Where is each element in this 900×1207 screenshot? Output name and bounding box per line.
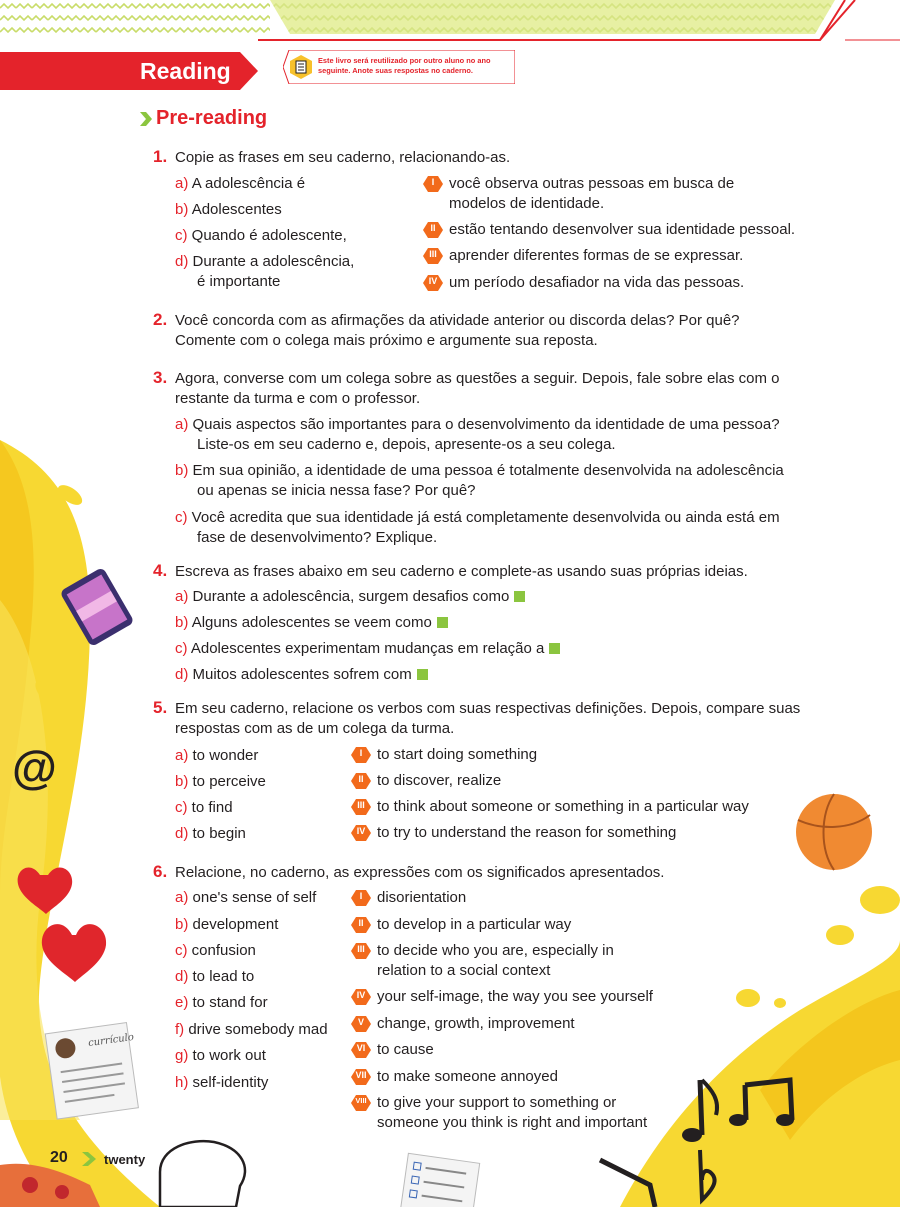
q1-item-c: c) Quando é adolescente, [175, 227, 347, 244]
q6-item-g: g) to work out [175, 1047, 266, 1064]
answer-placeholder-square [417, 669, 428, 680]
q6-option-badge: V [351, 1016, 371, 1032]
q6-item-c: c) confusion [175, 942, 256, 959]
q6-option-badge: VIII [351, 1095, 371, 1111]
question-3-line1: Agora, converse com um colega sobre as questões a seguir. Depois, fale sobre elas com o [175, 370, 780, 387]
q5-item-b: b) to perceive [175, 773, 266, 790]
question-5-line1: Em seu caderno, relacione os verbos com suas respectivas definições. Depois, compare suas [175, 700, 801, 717]
q5-option-badge: I [351, 747, 371, 763]
q1-option-i: você observa outras pessoas em busca de [449, 175, 735, 192]
question-4-text: Escreva as frases abaixo em seu caderno e complete-as usando suas próprias ideias. [175, 563, 748, 580]
q1-option-badge: II [423, 222, 443, 238]
q6-option-badge: III [351, 943, 371, 959]
question-number: 4. [153, 561, 168, 580]
q4-item-c: c) Adolescentes experimentam mudanças em relação a [175, 639, 560, 659]
q1-option-i-line2: modelos de identidade. [449, 195, 605, 212]
q1-item-b: b) Adolescentes [175, 201, 282, 218]
q1-option-iv: um período desafiador na vida das pessoas. [449, 274, 745, 291]
q6-item-b: b) development [175, 916, 279, 933]
q5-option-badge: III [351, 799, 371, 815]
q5-item-a: a) to wonder [175, 747, 259, 764]
at-symbol-icon: @ [12, 741, 57, 793]
question-5-line2: respostas com as de um colega da turma. [175, 720, 455, 737]
q6-option-iii: to decide who you are, especially in [377, 942, 614, 959]
q6-item-a: a) one's sense of self [175, 889, 317, 906]
q4-item-a: a) Durante a adolescência, surgem desafios como [175, 587, 525, 607]
question-3-line2: restante da turma e com o professor. [175, 390, 421, 407]
q5-option-i: to start doing something [377, 746, 538, 763]
q1-option-badge: IV [423, 275, 443, 291]
q6-item-f: f) drive somebody mad [175, 1021, 328, 1038]
q6-option-vii: to make someone annoyed [377, 1068, 558, 1085]
q6-option-badge: I [351, 890, 371, 906]
q3-item-a-line2: Liste-os em seu caderno e, depois, apresente-os a seu colega. [197, 436, 616, 453]
reading-tab-title: Reading [140, 58, 231, 84]
q1-item-a: a) A adolescência é [175, 175, 306, 192]
section-title: Pre-reading [156, 107, 268, 129]
q5-item-c: c) to find [175, 799, 233, 816]
q6-option-vi: to cause [377, 1041, 434, 1058]
answer-placeholder-square [514, 591, 525, 602]
q5-option-ii: to discover, realize [377, 772, 502, 789]
page-number-word: twenty [104, 1152, 146, 1167]
answer-placeholder-square [549, 643, 560, 654]
question-number: 3. [153, 368, 168, 387]
q6-option-i: disorientation [377, 889, 467, 906]
q6-item-d: d) to lead to [175, 968, 255, 985]
question-2-line1: Você concorda com as afirmações da atividade anterior ou discorda delas? Por quê? [175, 312, 740, 329]
question-2-line2: Comente com o colega mais próximo e argumente sua reposta. [175, 332, 598, 349]
q6-option-badge: VI [351, 1042, 371, 1058]
q6-option-badge: VII [351, 1069, 371, 1085]
question-number: 5. [153, 698, 168, 717]
footer-arrow-icon [82, 1152, 96, 1166]
answer-placeholder-square [437, 617, 448, 628]
question-number: 2. [153, 310, 168, 329]
q6-option-iv: your self-image, the way you see yourself [377, 988, 653, 1005]
q1-option-badge: I [423, 176, 443, 192]
q6-option-ii: to develop in a particular way [377, 916, 572, 933]
q3-item-c-line2: fase de desenvolvimento? Explique. [197, 529, 438, 546]
q1-item-d: d) Durante a adolescência, [175, 253, 355, 270]
q5-option-badge: II [351, 773, 371, 789]
page-number: 20 [50, 1149, 68, 1166]
q6-option-viii-line2: someone you think is right and important [377, 1114, 648, 1131]
curriculo-label: currículo [87, 1031, 135, 1050]
q4-item-b: b) Alguns adolescentes se veem como [175, 613, 448, 633]
q5-item-d: d) to begin [175, 825, 246, 842]
q3-item-a: a) Quais aspectos são importantes para o desenvolvimento da identidade de uma pessoa? [175, 416, 780, 433]
q1-option-badge: III [423, 248, 443, 264]
notebook-icon [288, 54, 314, 80]
question-1-text: Copie as frases em seu caderno, relacionando-as. [175, 149, 511, 166]
question-6-text: Relacione, no caderno, as expressões com os significados apresentados. [175, 864, 665, 881]
q3-item-b: b) Em sua opinião, a identidade de uma pessoa é totalmente desenvolvida na adolescência [175, 462, 784, 479]
q6-option-viii: to give your support to something or [377, 1094, 617, 1111]
q1-option-ii: estão tentando desenvolver sua identidade pessoal. [449, 221, 796, 238]
notice-text: Este livro será reutilizado por outro aluno no ano seguinte. Anote suas respostas no caderno. [318, 56, 491, 75]
q6-option-iii-line2: relation to a social context [377, 962, 551, 979]
q6-item-h: h) self-identity [175, 1074, 269, 1091]
section-arrow-icon [140, 112, 152, 126]
q1-option-iii: aprender diferentes formas de se expressar. [449, 247, 744, 264]
q1-item-d-line2: é importante [197, 273, 281, 290]
q4-item-d: d) Muitos adolescentes sofrem com [175, 665, 428, 685]
q5-option-iii: to think about someone or something in a particular way [377, 798, 749, 815]
q6-option-badge: II [351, 917, 371, 933]
q5-option-badge: IV [351, 825, 371, 841]
q6-option-badge: IV [351, 989, 371, 1005]
q6-option-v: change, growth, improvement [377, 1015, 575, 1032]
question-number: 1. [153, 147, 168, 166]
q6-item-e: e) to stand for [175, 994, 268, 1011]
q3-item-c: c) Você acredita que sua identidade já está completamente desenvolvida ou ainda está em [175, 509, 780, 526]
question-number: 6. [153, 862, 168, 881]
q3-item-b-line2: ou apenas se inicia nessa fase? Por quê? [197, 482, 476, 499]
q5-option-iv: to try to understand the reason for something [377, 824, 677, 841]
